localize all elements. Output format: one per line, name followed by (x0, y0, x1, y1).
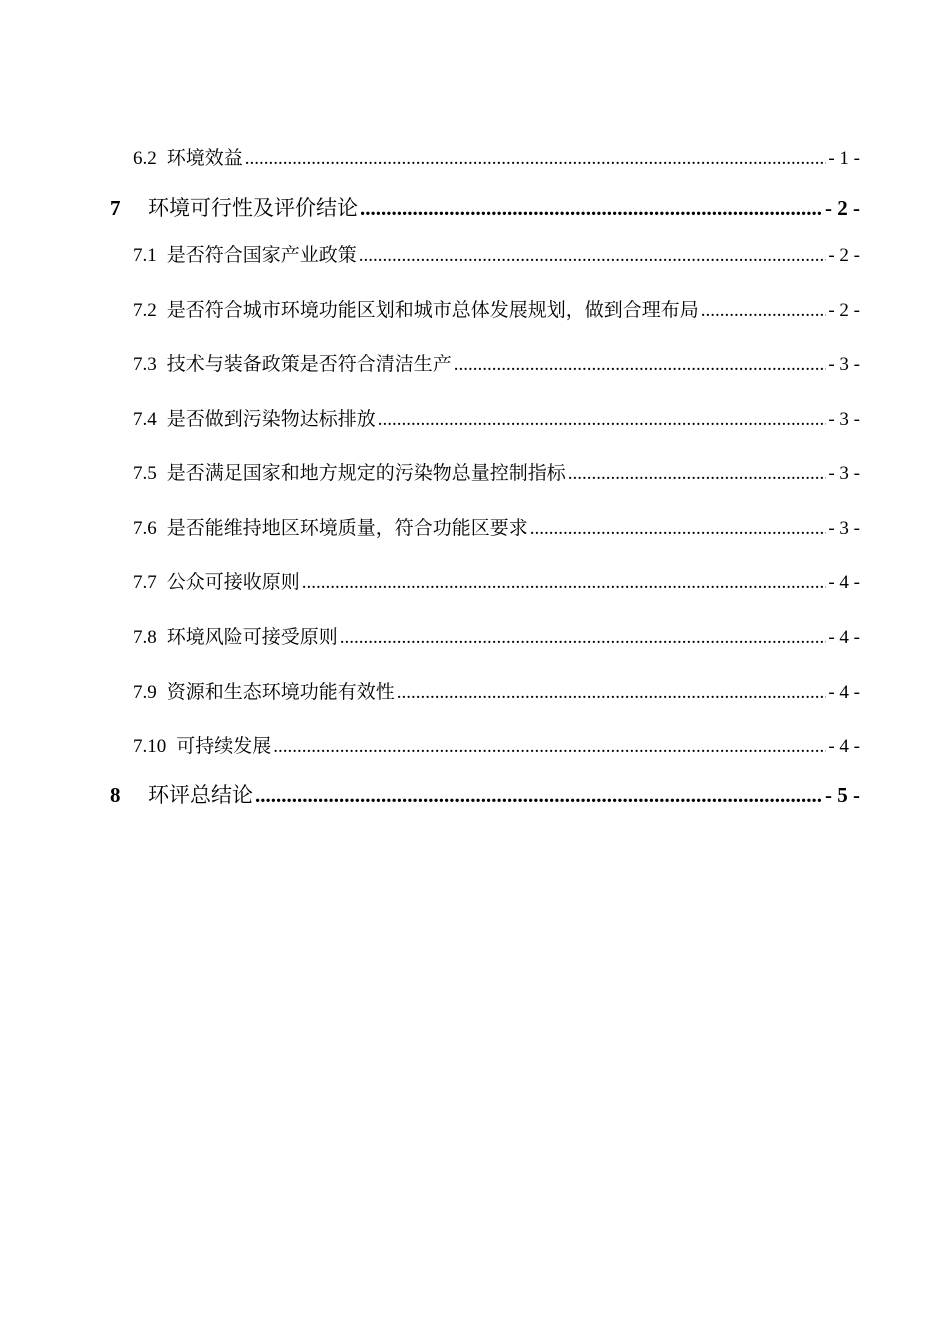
toc-entry-title: 是否符合国家产业政策 (166, 245, 357, 266)
toc-entry-number: 8 (110, 783, 121, 807)
toc-entry-number: 7.3 (133, 354, 157, 375)
toc-entry-title: 环境风险可接受原则 (166, 627, 338, 648)
toc-entry-title: 是否能维持地区环境质量，符合功能区要求 (166, 518, 528, 539)
toc-entry-7-8[interactable] (133, 622, 860, 652)
toc-entry-title: 技术与装备政策是否符合清洁生产 (166, 354, 452, 375)
toc-entry-title: 公众可接收原则 (166, 572, 300, 593)
toc-entry-7-2[interactable] (133, 295, 860, 325)
toc-entry-number: 7.2 (133, 300, 157, 321)
toc-entry-title: 是否符合城市环境功能区划和城市总体发展规划，做到合理布局 (166, 300, 699, 321)
toc-entry-page: - 3 - (828, 409, 860, 430)
dot-leader (568, 463, 827, 485)
toc-entry-number: 7.1 (133, 245, 157, 266)
toc-entry-page: - 3 - (828, 354, 860, 375)
toc-entry-number: 7.10 (133, 736, 167, 757)
toc-entry-7-10[interactable] (133, 731, 860, 761)
toc-entry-page: - 2 - (828, 245, 860, 266)
toc-entry-number: 7.7 (133, 572, 157, 593)
toc-entry-page: - 4 - (828, 627, 860, 648)
toc-entry-page: - 3 - (828, 463, 860, 484)
toc-entry-7[interactable] (110, 192, 860, 222)
toc-entry-page: - 2 - (828, 300, 860, 321)
dot-leader (454, 354, 827, 376)
toc-entry-7-4[interactable] (133, 404, 860, 434)
toc-entry-page: - 1 - (828, 148, 860, 169)
toc-entry-number: 6.2 (133, 148, 157, 169)
toc-entry-title: 是否满足国家和地方规定的污染物总量控制指标 (166, 463, 566, 484)
dot-leader (302, 572, 827, 594)
toc-entry-number: 7.8 (133, 627, 157, 648)
dot-leader (360, 196, 823, 221)
dot-leader (255, 783, 823, 808)
toc-entry-6-2[interactable] (133, 143, 860, 173)
toc-entry-page: - 4 - (828, 682, 860, 703)
toc-entry-7-9[interactable] (133, 677, 860, 707)
toc-entry-page: - 2 - (825, 196, 860, 220)
toc-entry-page: - 4 - (828, 572, 860, 593)
toc-entry-number: 7.6 (133, 518, 157, 539)
toc-entry-page: - 3 - (828, 518, 860, 539)
dot-leader (245, 148, 827, 170)
dot-leader (340, 627, 827, 649)
toc-entry-number: 7.4 (133, 409, 157, 430)
toc-entry-title: 是否做到污染物达标排放 (166, 409, 376, 430)
dot-leader (273, 736, 826, 758)
toc-entry-8[interactable] (110, 779, 860, 809)
toc-entry-number: 7.5 (133, 463, 157, 484)
toc-entry-7-3[interactable] (133, 349, 860, 379)
toc-entry-title: 环评总结论 (148, 783, 253, 807)
toc-entry-number: 7.9 (133, 682, 157, 703)
dot-leader (378, 409, 827, 431)
toc-entry-page: - 4 - (828, 736, 860, 757)
toc-entry-title: 环境效益 (166, 148, 243, 169)
toc-entry-title: 环境可行性及评价结论 (148, 196, 358, 220)
toc-entry-title: 资源和生态环境功能有效性 (166, 682, 395, 703)
toc-entry-number: 7 (110, 196, 121, 220)
dot-leader (359, 245, 827, 267)
toc-entry-title: 可持续发展 (176, 736, 272, 757)
toc-entry-page: - 5 - (825, 783, 860, 807)
toc-entry-7-6[interactable] (133, 513, 860, 543)
dot-leader (701, 300, 827, 322)
dot-leader (397, 682, 827, 704)
toc-entry-7-5[interactable] (133, 458, 860, 488)
toc-entry-7-1[interactable] (133, 240, 860, 270)
toc-entry-7-7[interactable] (133, 567, 860, 597)
dot-leader (530, 518, 827, 540)
